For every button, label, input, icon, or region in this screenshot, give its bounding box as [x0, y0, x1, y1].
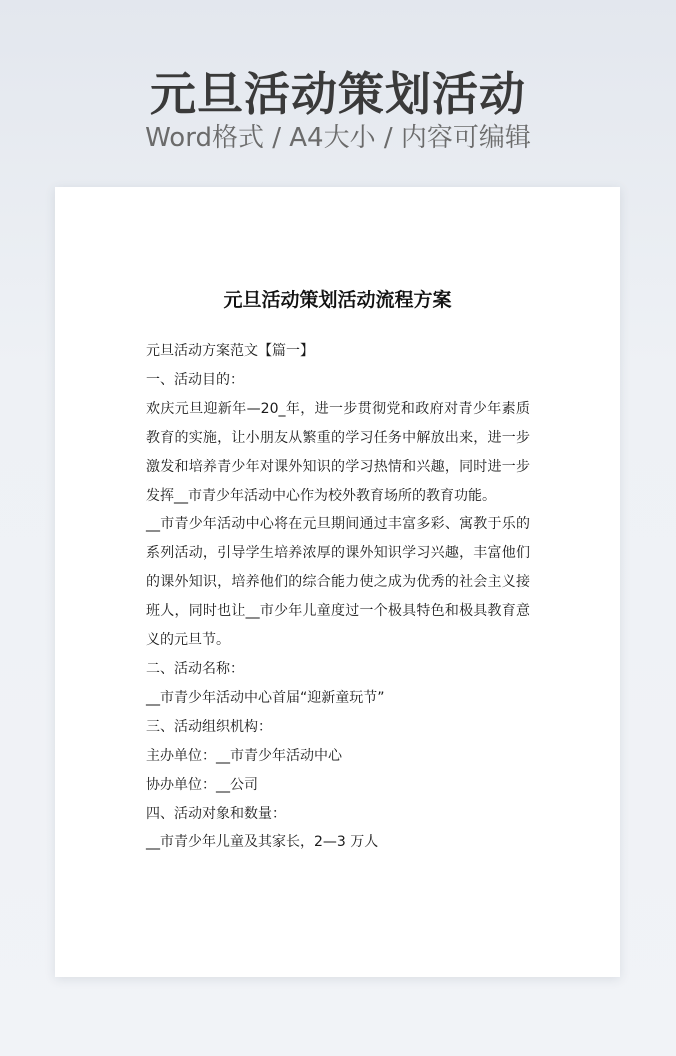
paragraph-co-host: 协办单位：__公司	[146, 776, 258, 793]
banner-title: 元旦活动策划活动	[150, 67, 526, 121]
paragraph-activities: __市青少年活动中心将在元旦期间通过丰富多彩、寓教于乐的系列活动，引导学生培养浓厚的课外知识学习兴趣，丰富他们的课外知识，培养他们的综合能力使之成为优秀的社会主义接班人，同时也让__市少年儿童度过一个极具特色和极具教育意义的元旦节。	[146, 516, 530, 649]
section-heading-purpose: 一、活动目的：	[146, 371, 244, 388]
section-heading-fanwen: 元旦活动方案范文【篇一】	[146, 343, 314, 359]
paragraph-purpose: 欢庆元旦迎新年—20_年，进一步贯彻党和政府对青少年素质教育的实施，让小朋友从繁重的学习任务中解放出来，进一步激发和培养青少年对课外知识的学习热情和兴趣，同时进一步发挥__市青少年活动中心作为校外教育场所的教育功能。	[146, 400, 530, 504]
document-body	[146, 337, 530, 857]
document-title: 元旦活动策划活动流程方案	[223, 289, 452, 311]
section-heading-organizers: 三、活动组织机构：	[146, 718, 272, 735]
banner-subtitle: Word格式 / A4大小 / 内容可编辑	[145, 123, 531, 153]
paragraph-host: 主办单位：__市青少年活动中心	[146, 747, 342, 764]
section-heading-name: 二、活动名称：	[146, 660, 244, 677]
document-page	[55, 187, 620, 977]
section-heading-audience: 四、活动对象和数量：	[146, 805, 286, 822]
paragraph-audience: __市青少年儿童及其家长，2—3 万人	[146, 834, 379, 851]
paragraph-name: __市青少年活动中心首届“迎新童玩节”	[146, 689, 385, 706]
